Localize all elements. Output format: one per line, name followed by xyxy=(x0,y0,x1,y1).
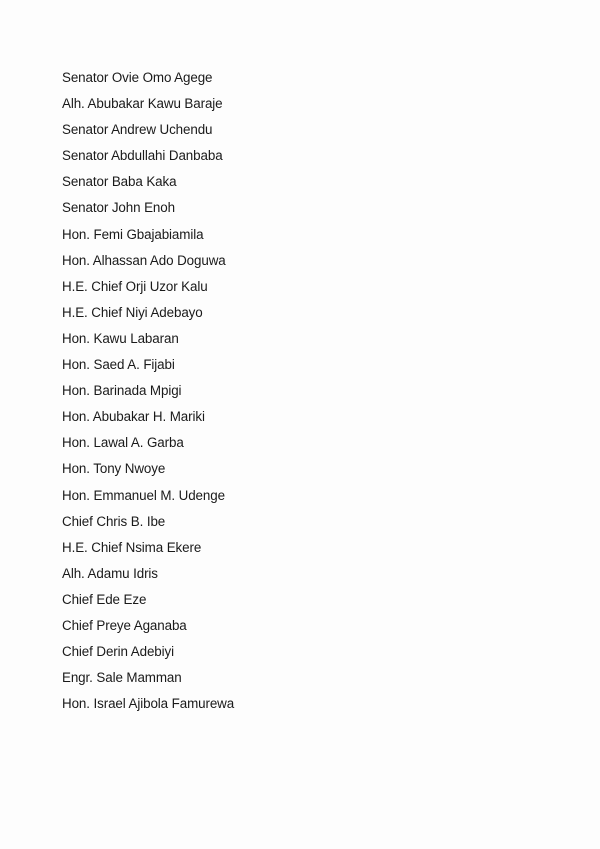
list-item: Senator Abdullahi Danbaba xyxy=(62,148,223,164)
list-item: Hon. Kawu Labaran xyxy=(62,330,179,346)
list-item: Chief Ede Eze xyxy=(62,591,147,607)
list-item: H.E. Chief Nsima Ekere xyxy=(62,539,202,555)
list-item: Senator John Enoh xyxy=(62,200,175,216)
list-item: Senator Andrew Uchendu xyxy=(62,122,213,138)
list-item: Hon. Barinada Mpigi xyxy=(62,383,182,399)
list-item: Hon. Israel Ajibola Famurewa xyxy=(62,696,235,712)
list-item: Hon. Tony Nwoye xyxy=(62,461,166,477)
list-item: Hon. Alhassan Ado Doguwa xyxy=(62,252,226,268)
list-item: Chief Chris B. Ibe xyxy=(62,513,166,529)
list-item: Hon. Saed A. Fijabi xyxy=(62,357,175,373)
list-item: Hon. Femi Gbajabiamila xyxy=(62,226,204,242)
list-item: Alh. Adamu Idris xyxy=(62,565,158,581)
list-item: Hon. Emmanuel M. Udenge xyxy=(62,487,225,503)
list-item: Engr. Sale Mamman xyxy=(62,670,182,686)
list-item: Alh. Abubakar Kawu Baraje xyxy=(62,96,223,112)
list-item: Senator Baba Kaka xyxy=(62,174,177,190)
list-item: Chief Preye Aganaba xyxy=(62,617,187,633)
list-item: H.E. Chief Orji Uzor Kalu xyxy=(62,278,208,294)
list-item: Chief Derin Adebiyi xyxy=(62,644,174,660)
name-list xyxy=(62,65,234,717)
list-item: H.E. Chief Niyi Adebayo xyxy=(62,304,203,320)
list-item: Hon. Lawal A. Garba xyxy=(62,435,184,451)
list-item: Hon. Abubakar H. Mariki xyxy=(62,409,205,425)
list-item: Senator Ovie Omo Agege xyxy=(62,70,213,85)
